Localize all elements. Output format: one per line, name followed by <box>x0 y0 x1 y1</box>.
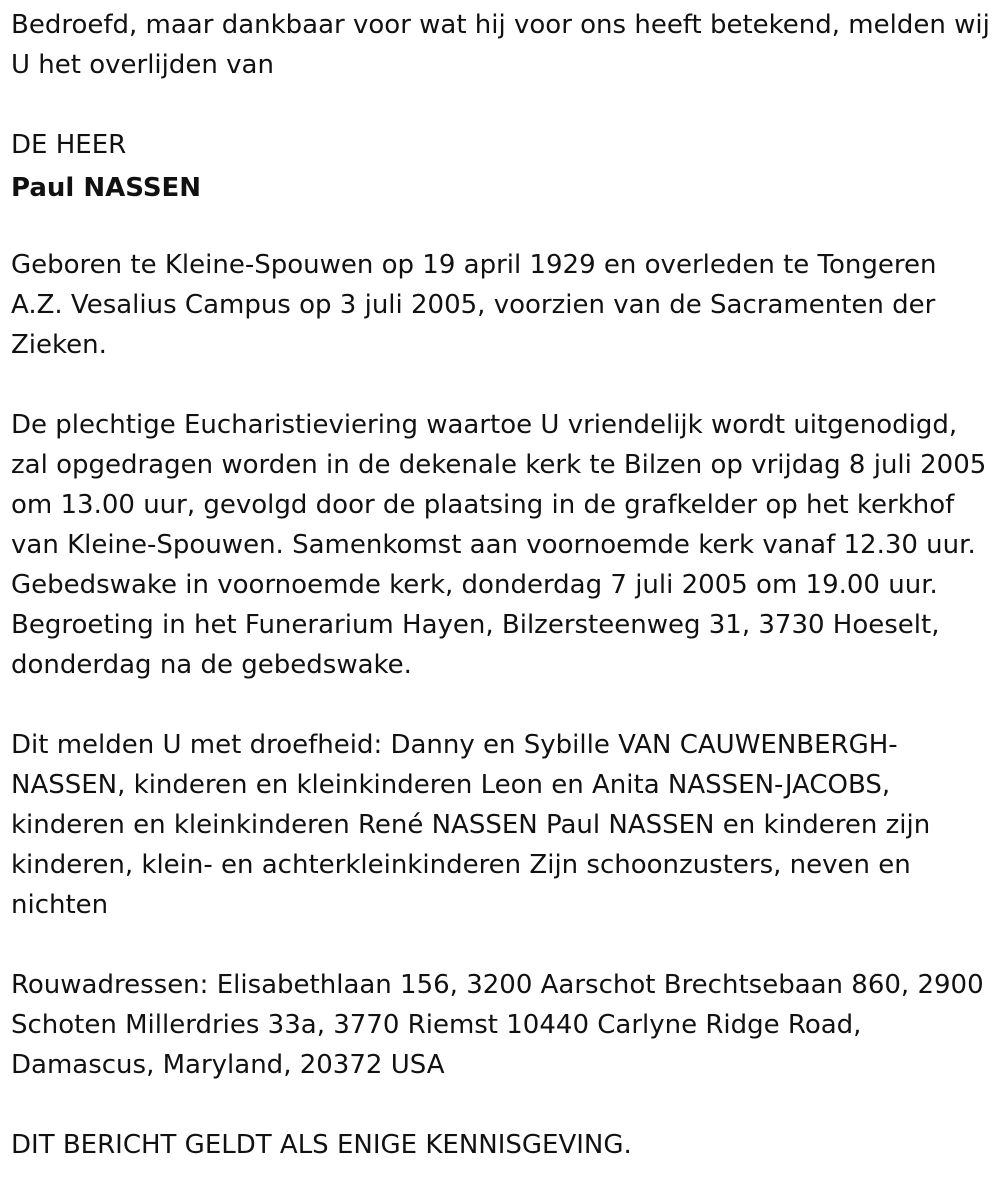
spacer <box>11 1085 991 1125</box>
spacer <box>11 685 991 725</box>
honorific: DE HEER <box>11 130 127 160</box>
deceased-name: Paul NASSEN <box>11 173 202 203</box>
obituary-notice <box>11 5 991 1165</box>
intro-text: Bedroefd, maar dankbaar voor wat hij voor ons heeft betekend, melden wij U het overlijden van <box>11 10 990 80</box>
addresses-text: Rouwadressen: Elisabethlaan 156, 3200 Aarschot Brechtsebaan 860, 2900 Schoten Millerdries 33a, 3770 Riemst 10440 Carlyne Ridge Road, Damascus, Maryland, 20372 USA <box>11 970 984 1080</box>
birth-death-text: Geboren te Kleine-Spouwen op 19 april 1929 en overleden te Tongeren A.Z. Vesalius Campus op 3 juli 2005, voorzien van de Sacramenten der Zieken. <box>11 250 937 360</box>
spacer <box>11 85 991 125</box>
ceremony-text: De plechtige Eucharistieviering waartoe U vriendelijk wordt uitgenodigd, zal opgedragen worden in de dekenale kerk te Bilzen op vrijdag 8 juli 2005 om 13.00 uur, gevolgd door de plaatsing in de grafkelder op het kerkhof van Kleine-Spouwen. Samenkomst aan voornoemde kerk vanaf 12.30 uur. Gebedswake in voornoemde kerk, donderdag 7 juli 2005 om 19.00 uur. Begroeting in het Funerarium Hayen, Bilzersteenweg 31, 3730 Hoeselt, donderdag na de gebedswake. <box>11 410 987 680</box>
spacer <box>11 365 991 405</box>
spacer <box>11 205 991 245</box>
family-text: Dit melden U met droefheid: Danny en Sybille VAN CAUWENBERGH-NASSEN, kinderen en kleinkinderen Leon en Anita NASSEN-JACOBS, kinderen en kleinkinderen René NASSEN Paul NASSEN en kinderen zijn kinderen, klein- en achterkleinkinderen Zijn schoonzusters, neven en nichten <box>11 730 931 920</box>
spacer <box>11 925 991 965</box>
closing-text: DIT BERICHT GELDT ALS ENIGE KENNISGEVING. <box>11 1130 632 1160</box>
